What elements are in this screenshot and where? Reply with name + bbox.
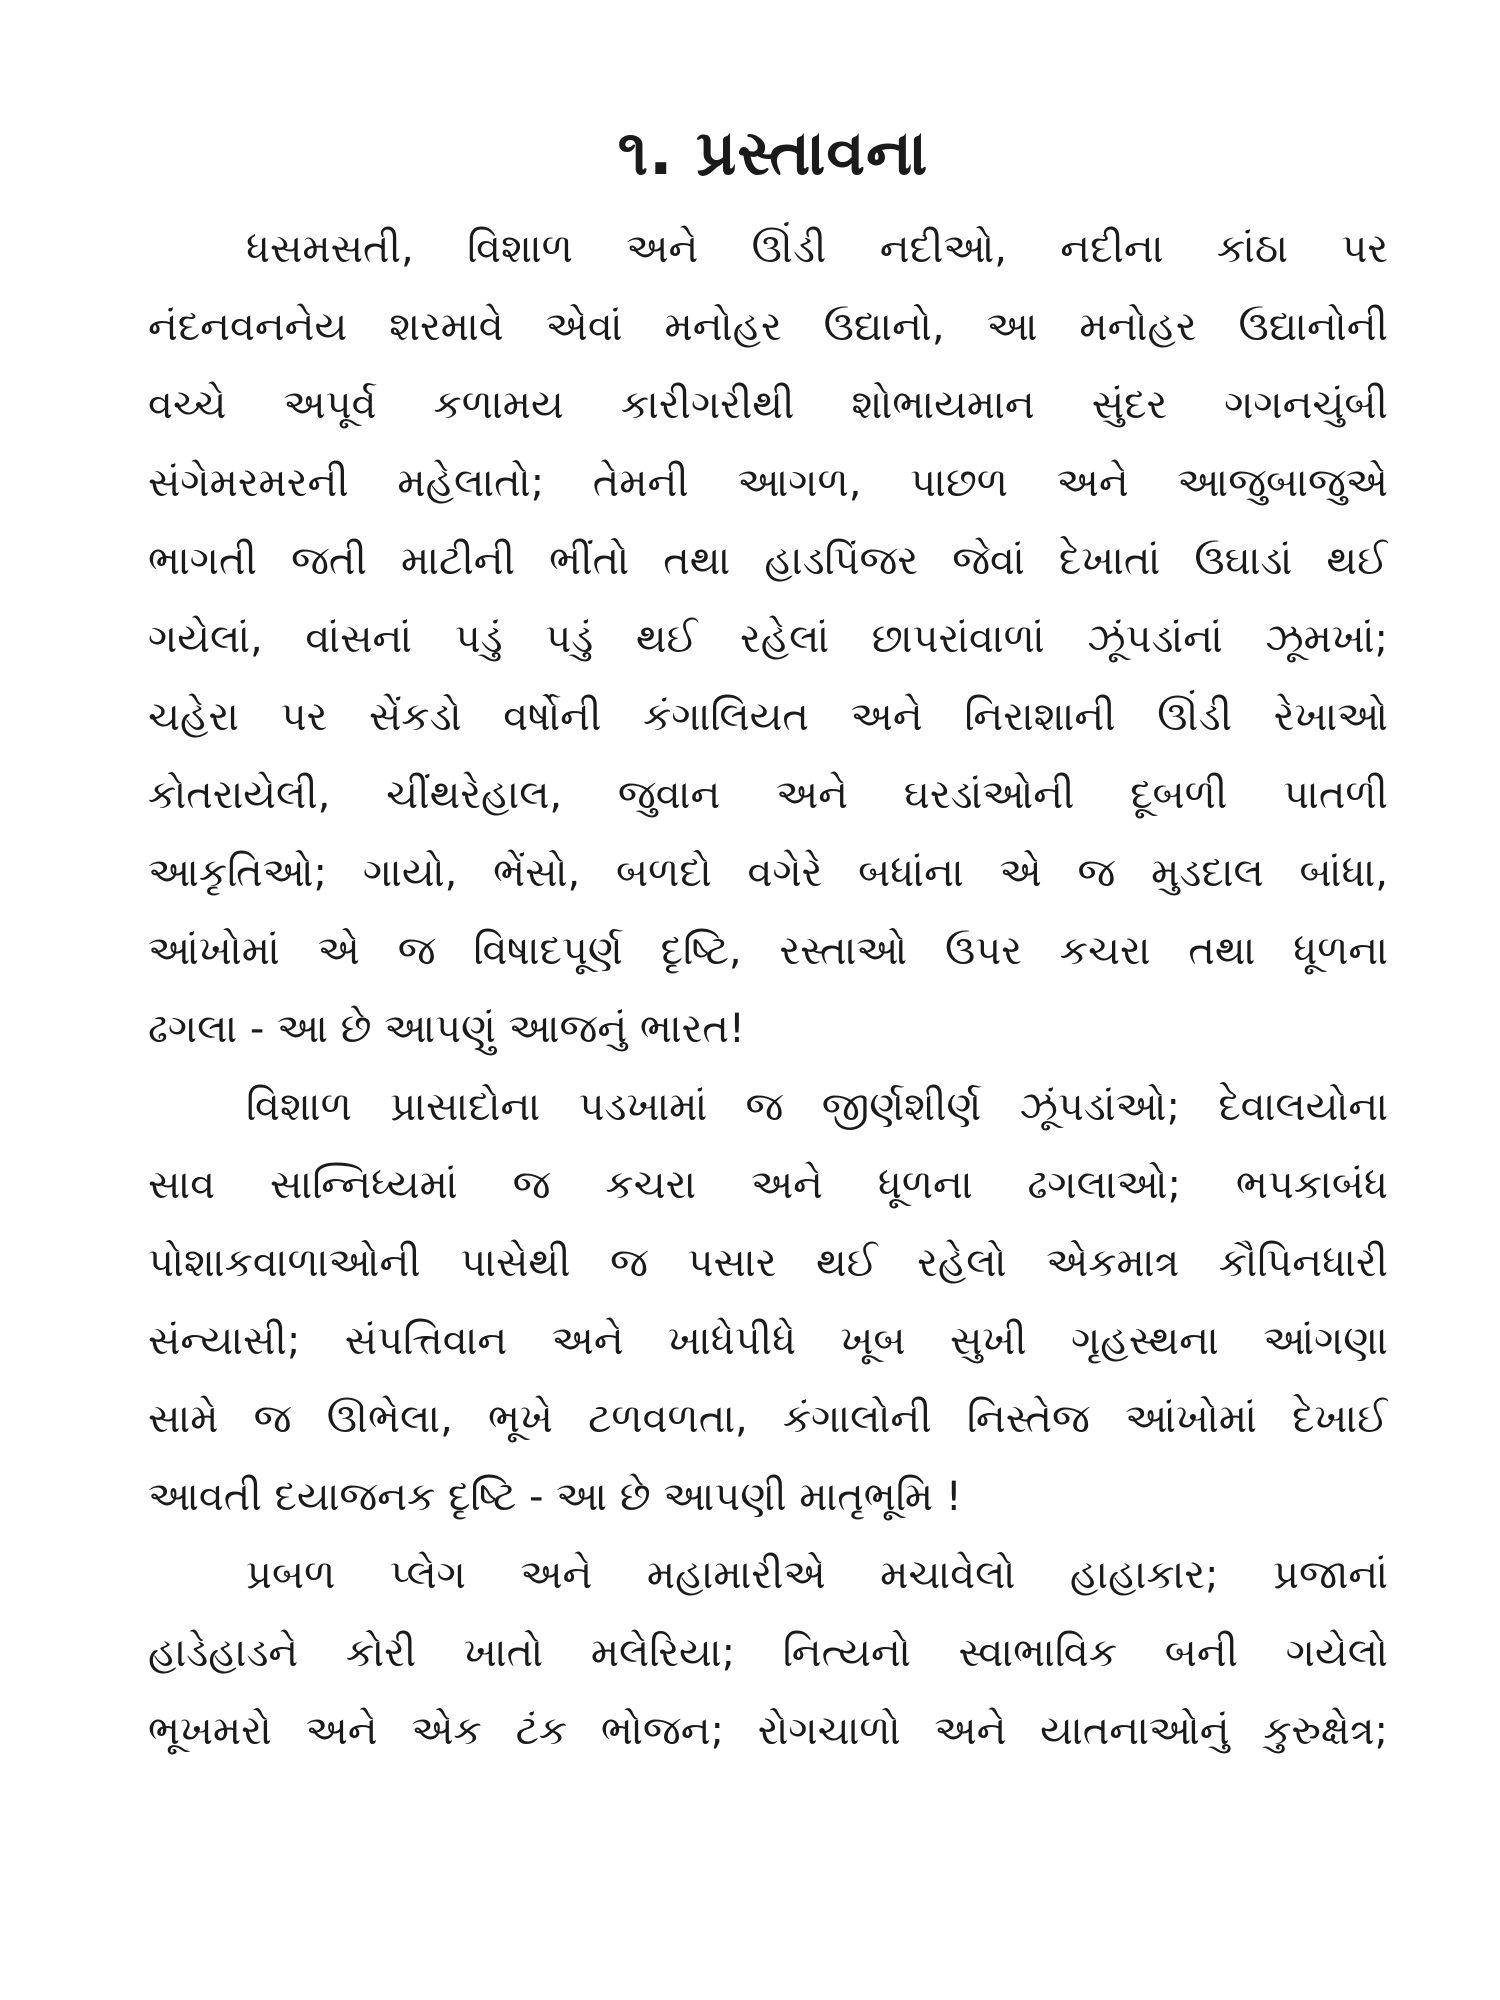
text-line: ભૂખમરો અને એક ટંક ભોજન; રોગચાળો અને યાતનાઓનું કુરુક્ષેત્ર; <box>148 1708 1388 1754</box>
text-line: આકૃતિઓ; ગાયો, ભેંસો, બળદો વગેરે બધાંના એ જ મુડદાલ બાંધા, <box>148 850 1388 896</box>
text-line: ધસમસતી, વિશાળ અને ઊંડી નદીઓ, નદીના કાંઠા પર <box>246 226 1388 272</box>
text-line: વચ્ચે અપૂર્વ કળામય કારીગરીથી શોભાયમાન સુંદર ગગનચુંબી <box>148 382 1388 428</box>
text-line: હાડેહાડને કોરી ખાતો મલેરિયા; નિત્યનો સ્વાભાવિક બની ગયેલો <box>148 1630 1388 1676</box>
text-line: સંગેમરમરની મહેલાતો; તેમની આગળ, પાછળ અને આજુબાજુએ <box>148 460 1388 506</box>
text-line: નંદનવનનેય શરમાવે એવાં મનોહર ઉદ્યાનો, આ મનોહર ઉદ્યાનોની <box>148 304 1388 350</box>
paragraph-3 <box>148 1536 1388 1770</box>
text-line: આવતી દયાજનક દૃષ્ટિ - આ છે આપણી માતૃભૂમિ ! <box>148 1474 962 1520</box>
text-line: સાવ સાન્નિધ્યમાં જ કચરા અને ધૂળના ઢગલાઓ; ભપકાબંધ <box>148 1162 1388 1208</box>
text-line: સંન્યાસી; સંપત્તિવાન અને ખાધેપીધે ખૂબ સુખી ગૃહસ્થના આંગણા <box>148 1318 1388 1364</box>
text-line: ઢગલા - આ છે આપણું આજનું ભારત! <box>148 1006 745 1052</box>
text-line: સામે જ ઊભેલા, ભૂખે ટળવળતા, કંગાલોની નિસ્તેજ આંખોમાં દેખાઈ <box>148 1396 1388 1442</box>
text-line: ચહેરા પર સેંકડો વર્ષોની કંગાલિયત અને નિરાશાની ઊંડી રેખાઓ <box>148 694 1388 740</box>
paragraph-2 <box>148 1068 1388 1536</box>
page-title: ૧. પ્રસ્તાવના <box>617 116 929 189</box>
text-line: પ્રબળ પ્લેગ અને મહામારીએ મચાવેલો હાહાકાર; પ્રજાનાં <box>246 1552 1388 1598</box>
text-line: પોશાકવાળાઓની પાસેથી જ પસાર થઈ રહેલો એકમાત્ર કૌપિનધારી <box>148 1240 1388 1286</box>
text-line: આંખોમાં એ જ વિષાદપૂર્ણ દૃષ્ટિ, રસ્તાઓ ઉપર કચરા તથા ધૂળના <box>148 928 1388 974</box>
text-line: કોતરાયેલી, ચીંથરેહાલ, જુવાન અને ઘરડાંઓની દૂબળી પાતળી <box>148 772 1388 818</box>
text-line: ભાગતી જતી માટીની ભીંતો તથા હાડપિંજર જેવાં દેખાતાં ઉઘાડાં થઈ <box>148 538 1388 584</box>
text-line: વિશાળ પ્રાસાદોના પડખામાં જ જીર્ણશીર્ણ ઝૂંપડાંઓ; દેવાલયોના <box>246 1084 1388 1130</box>
text-line: ગયેલાં, વાંસનાં પડું પડું થઈ રહેલાં છાપરાંવાળાં ઝૂંપડાંનાં ઝૂમખાં; <box>148 616 1388 662</box>
paragraph-1 <box>148 210 1388 1068</box>
